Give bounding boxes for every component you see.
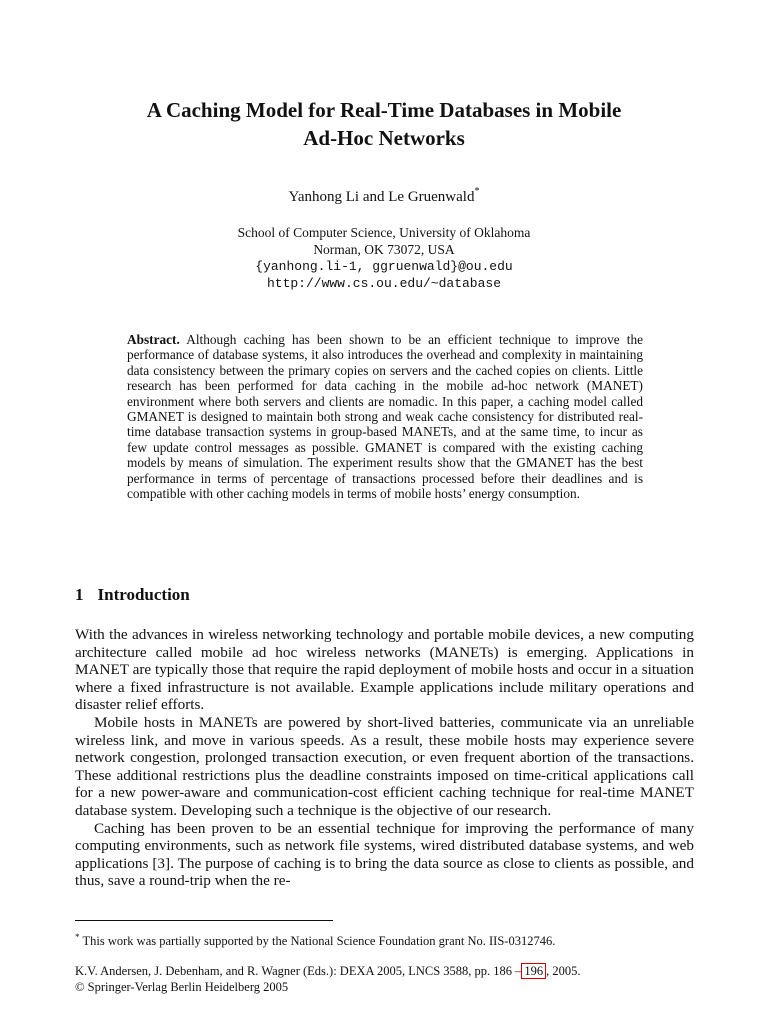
section-title: Introduction: [97, 585, 190, 604]
affiliation: [60, 224, 708, 292]
body-text: [75, 626, 694, 890]
footnote-divider: [75, 920, 333, 921]
title-line-2: Ad-Hoc Networks: [303, 126, 465, 150]
affiliation-emails: {yanhong.li-1, ggruenwald}@ou.edu: [255, 259, 513, 274]
footnote: [75, 932, 715, 949]
affiliation-school: School of Computer Science, University of Oklahoma: [237, 225, 531, 240]
citation-page-link[interactable]: 196: [521, 963, 546, 979]
author-names: Yanhong Li and Le Gruenwald: [288, 189, 475, 205]
title-line-1: A Caching Model for Real-Time Databases in Mobile: [146, 98, 622, 122]
abstract-text: Although caching has been shown to be an efficient technique to improve the performance of database systems, it also introduces the overhead and complexity in maintaining data consistency between the primary copies on servers and the cached copies on clients. Little research has been performed for data caching in the mobile ad-hoc network (MANET) environment where both servers and clients are nomadic. In this paper, a caching model called GMANET is designed to maintain both strong and weak cache consistency for distributed real-time database transaction systems in group-based MANETs, and at the same time, to incur as few update control messages as possible. GMANET is compared with the existing caching models by means of simulation. The experiment results show that the GMANET has the best performance in terms of percentage of transactions processed before their deadlines and is compatible with other caching models in terms of mobile hosts’ energy consumption.: [127, 332, 643, 502]
affiliation-url[interactable]: http://www.cs.ou.edu/~database: [266, 276, 502, 291]
citation-suffix: , 2005.: [546, 964, 581, 978]
citation-prefix: K.V. Andersen, J. Debenham, and R. Wagner (Eds.): DEXA 2005, LNCS 3588, pp. 186 –: [75, 964, 522, 978]
section-heading: [75, 585, 190, 605]
paragraph-3: Caching has been proven to be an essential technique for improving the performance of many computing environments, such as network file systems, wired distributed database systems, and web applications [3]. The purpose of caching is to bring the data source as close to clients as possible, and thus, save a round-trip when the re-: [75, 819, 694, 890]
copyright-line: © Springer-Verlag Berlin Heidelberg 2005: [75, 980, 289, 994]
footnote-marker: *: [75, 932, 80, 942]
citation-line: [75, 963, 715, 979]
affiliation-address: Norman, OK 73072, USA: [313, 242, 455, 257]
footnote-text: This work was partially supported by the National Science Foundation grant No. IIS-0312746.: [82, 934, 556, 948]
citation: [75, 963, 715, 995]
paragraph-2: Mobile hosts in MANETs are powered by short-lived batteries, communicate via an unreliable wireless link, and move in various speeds. As a result, these mobile hosts may experience severe network congestion, prolonged transaction execution, or even frequent abortion of the transactions. These additional restrictions plus the deadline constraints imposed on time-critical applications call for a new power-aware and communication-cost efficient caching technique for real-time MANET database system. Developing such a technique is the objective of our research.: [75, 713, 694, 819]
paper-title: [60, 96, 708, 152]
paragraph-1: With the advances in wireless networking technology and portable mobile devices, a new computing architecture called mobile ad hoc wireless networks (MANETs) is emerging. Applications in MANET are typically those that require the rapid deployment of mobile hosts and occur in a situation where a fixed infrastructure is not available. Example applications include military operations and disaster relief efforts.: [75, 626, 694, 714]
author-list: [60, 186, 708, 206]
abstract-label: Abstract.: [127, 332, 180, 347]
section-number: 1: [75, 585, 84, 604]
author-footnote-marker: *: [474, 186, 480, 197]
abstract: [127, 332, 643, 501]
